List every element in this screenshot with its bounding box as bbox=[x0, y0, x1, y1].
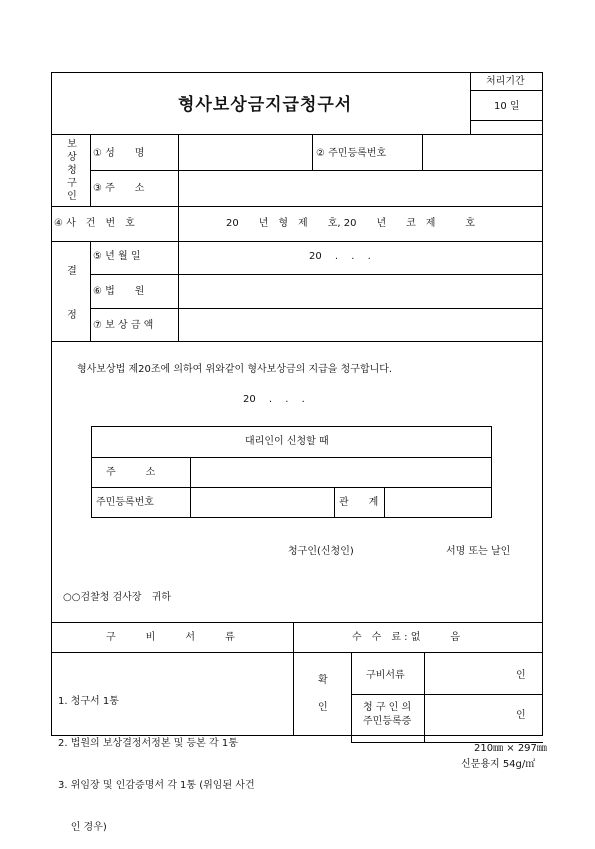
confirm-char-1: 확 bbox=[318, 675, 328, 686]
compensation-amount-label: ⑦ 보 상 금 액 bbox=[93, 320, 154, 331]
divider bbox=[312, 134, 313, 170]
address-field[interactable] bbox=[179, 171, 542, 206]
decision-date-value[interactable]: 20 . . . bbox=[309, 251, 371, 262]
court-field[interactable] bbox=[179, 275, 542, 307]
list-item: 2. 법원의 보상결정서정본 및 등본 각 1통 bbox=[58, 738, 238, 749]
proxy-rrn-field[interactable] bbox=[191, 488, 333, 517]
divider bbox=[470, 120, 543, 121]
fee-label: 수 수 료 : 없 음 bbox=[352, 632, 461, 643]
statement-date[interactable]: 20 . . . bbox=[243, 394, 305, 405]
proxy-address-label: 주 소 bbox=[106, 467, 156, 478]
required-documents-header: 구 비 서 류 bbox=[106, 632, 235, 643]
divider bbox=[51, 652, 543, 653]
divider bbox=[178, 206, 179, 241]
case-number-label: ④ 사 건 번 호 bbox=[54, 218, 135, 229]
proxy-address-field[interactable] bbox=[191, 458, 491, 487]
divider bbox=[90, 241, 91, 341]
sign-or-seal[interactable]: 서명 또는 날인 bbox=[446, 546, 511, 557]
processing-period-label: 처리기간 bbox=[486, 76, 525, 87]
paper-size: 210㎜ × 297㎜ bbox=[474, 743, 547, 754]
check-id-label-2: 주민등록증 bbox=[363, 716, 412, 727]
divider bbox=[470, 72, 471, 134]
rrn-label: ② 주민등록번호 bbox=[316, 148, 387, 159]
divider bbox=[351, 652, 352, 742]
proxy-rrn-label: 주민등록번호 bbox=[96, 497, 154, 508]
check-id-label-1: 청 구 인 의 bbox=[363, 702, 412, 713]
check-documents-label: 구비서류 bbox=[366, 670, 405, 681]
claimant-group-label: 보 상 청 구 인 bbox=[67, 139, 77, 202]
divider bbox=[334, 487, 335, 518]
address-label: ③ 주 소 bbox=[93, 183, 145, 194]
divider bbox=[293, 622, 294, 736]
check-documents-seal[interactable]: 인 bbox=[516, 670, 526, 681]
divider bbox=[51, 241, 543, 242]
list-item: 3. 위임장 및 인감증명서 각 1통 (위임된 사건 bbox=[58, 780, 255, 791]
divider bbox=[51, 341, 543, 342]
addressee: ○○검찰청 검사장 귀하 bbox=[63, 592, 171, 603]
divider bbox=[51, 206, 543, 207]
confirm-char-2: 인 bbox=[318, 702, 328, 713]
paper-type: 신문용지 54g/㎡ bbox=[461, 759, 536, 770]
divider bbox=[351, 694, 543, 695]
name-field[interactable] bbox=[179, 135, 311, 170]
court-label: ⑥ 법 원 bbox=[93, 286, 145, 297]
check-id-seal[interactable]: 인 bbox=[516, 710, 526, 721]
proxy-relation-label: 관 계 bbox=[339, 497, 379, 508]
claimant-signature-label: 청구인(신청인) bbox=[288, 546, 354, 557]
form-title: 형사보상금지급청구서 bbox=[178, 95, 353, 115]
proxy-relation-field[interactable] bbox=[385, 488, 491, 517]
name-label: ① 성 명 bbox=[93, 148, 145, 159]
divider bbox=[51, 622, 543, 623]
decision-group-label: 결 정 bbox=[67, 266, 77, 321]
rrn-field[interactable] bbox=[423, 135, 542, 170]
decision-date-label: ⑤ 년 월 일 bbox=[93, 251, 141, 262]
processing-period-value: 10 일 bbox=[494, 101, 520, 112]
list-item: 인 경우) bbox=[58, 822, 107, 833]
divider bbox=[424, 652, 425, 742]
required-documents-list bbox=[58, 667, 255, 849]
compensation-amount-field[interactable] bbox=[179, 309, 542, 341]
divider bbox=[470, 90, 543, 91]
list-item: 1. 청구서 1통 bbox=[58, 696, 119, 707]
statement-text: 형사보상법 제20조에 의하여 위와같이 형사보상금의 지급을 청구합니다. bbox=[77, 364, 393, 375]
case-number-value[interactable]: 20 년 형 제 호, 20 년 코 제 호 bbox=[226, 218, 476, 229]
proxy-header: 대리인이 신청할 때 bbox=[245, 436, 329, 447]
